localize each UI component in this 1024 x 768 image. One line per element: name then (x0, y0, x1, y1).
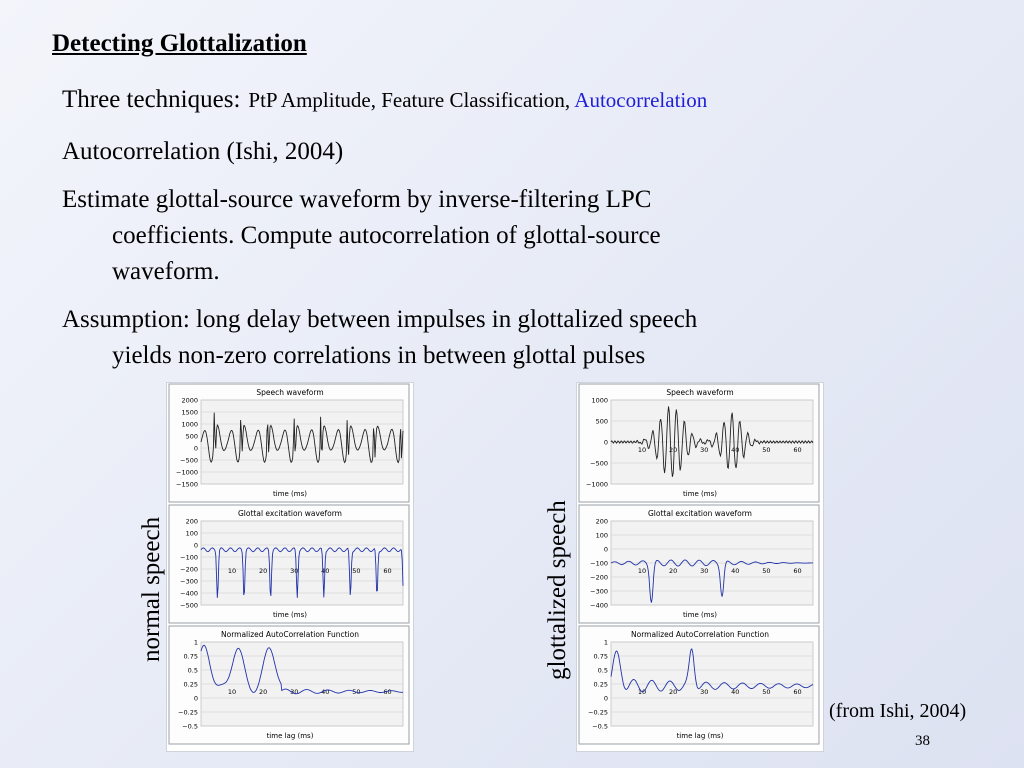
glottalized-xtick-label: 20 (669, 567, 678, 576)
glottalized-panel-2 (579, 505, 819, 623)
glottalized-xtick-label: 40 (731, 446, 740, 455)
normal-ytick-label: 0.5 (187, 666, 198, 675)
glottalized-xtick-label: 20 (669, 688, 678, 697)
glottalized-panel-title: Glottal excitation waveform (648, 509, 752, 518)
estimate-paragraph (62, 182, 942, 290)
glottalized-xtick-label: 60 (793, 446, 802, 455)
glottalized-xtick-label: 30 (700, 688, 709, 697)
glottalized-ytick-label: 0.25 (593, 680, 608, 689)
glottalized-ytick-label: −0.25 (588, 708, 608, 717)
normal-ytick-label: 500 (185, 432, 198, 441)
glottalized-ytick-label: 0.75 (593, 652, 608, 661)
glottalized-xaxis-label: time (ms) (683, 611, 717, 619)
normal-ytick-label: 0 (193, 541, 198, 550)
normal-panel-1 (169, 384, 409, 502)
normal-speech-plots (167, 383, 413, 751)
glottalized-ytick-label: −100 (590, 559, 608, 568)
glottalized-xtick-label: 50 (762, 446, 771, 455)
slide-title: Detecting Glottalization (52, 30, 307, 57)
estimate-line-1: Estimate glottal-source waveform by inverse-filtering LPC (62, 186, 652, 213)
normal-panel-3 (169, 626, 409, 744)
normal-xtick-label: 50 (352, 688, 361, 697)
glottalized-panel-title: Normalized AutoCorrelation Function (631, 630, 769, 639)
glottalized-xtick-label: 10 (637, 567, 647, 576)
normal-ytick-label: −200 (180, 565, 198, 574)
normal-xtick-label: 40 (321, 567, 330, 576)
normal-xtick-label: 30 (290, 688, 299, 697)
normal-ytick-label: 0.75 (183, 652, 198, 661)
glottalized-ytick-label: 0 (603, 545, 608, 554)
glottalized-xtick-label: 10 (637, 688, 647, 697)
glottalized-ytick-label: −400 (590, 601, 608, 610)
glottalized-ytick-label: 0 (603, 438, 608, 447)
glottalized-xaxis-label: time lag (ms) (676, 732, 724, 740)
normal-ytick-label: −0.5 (182, 722, 198, 731)
normal-ytick-label: −100 (180, 553, 198, 562)
normal-ytick-label: 1500 (181, 408, 198, 417)
glottalized-ytick-label: 1 (603, 638, 608, 647)
normal-ytick-label: −400 (180, 589, 198, 598)
glottalized-speech-label: glottalized speech (544, 500, 571, 680)
normal-speech-figure (166, 382, 414, 752)
normal-ytick-label: −300 (180, 577, 198, 586)
estimate-line-3: waveform. (112, 258, 220, 285)
glottalized-panel-1 (579, 384, 819, 502)
normal-speech-label: normal speech (138, 516, 165, 662)
normal-xtick-label: 20 (259, 567, 268, 576)
normal-ytick-label: −1500 (176, 480, 198, 489)
normal-xtick-label: 10 (227, 567, 237, 576)
page-number: 38 (915, 733, 930, 749)
figure-caption: (from Ishi, 2004) (829, 700, 967, 722)
glottalized-ytick-label: 0.5 (597, 666, 608, 675)
glottalized-xtick-label: 50 (762, 567, 771, 576)
normal-xaxis-label: time (ms) (273, 611, 307, 619)
techniques-list (248, 88, 707, 112)
normal-xtick-label: 20 (259, 688, 268, 697)
glottalized-xaxis-label: time (ms) (683, 490, 717, 498)
estimate-line-2: coefficients. Compute autocorrelation of glottal-source (112, 222, 661, 249)
glottalized-xtick-label: 60 (793, 567, 802, 576)
autocorrelation-reference: Autocorrelation (Ishi, 2004) (62, 138, 344, 165)
glottalized-ytick-label: 1000 (591, 396, 608, 405)
glottalized-ytick-label: −500 (590, 459, 608, 468)
normal-panel-title: Speech waveform (256, 388, 324, 397)
assumption-line-1: Assumption: long delay between impulses in glottalized speech (62, 306, 698, 333)
techniques-line (62, 86, 707, 114)
glottalized-xtick-label: 60 (793, 688, 802, 697)
normal-ytick-label: 2000 (181, 396, 198, 405)
glottalized-speech-plots (577, 383, 823, 751)
normal-ytick-label: −0.25 (178, 708, 198, 717)
normal-ytick-label: −1000 (176, 468, 198, 477)
glottalized-panel-3 (579, 626, 819, 744)
normal-ytick-label: 0.25 (183, 680, 198, 689)
normal-ytick-label: 0 (193, 694, 198, 703)
normal-panel-title: Glottal excitation waveform (238, 509, 342, 518)
assumption-line-2: yields non-zero correlations in between glottal pulses (112, 342, 646, 369)
normal-ytick-label: −500 (180, 601, 198, 610)
glottalized-xtick-label: 50 (762, 688, 771, 697)
glottalized-panel-title: Speech waveform (666, 388, 734, 397)
glottalized-ytick-label: 100 (595, 531, 608, 540)
glottalized-xtick-label: 30 (700, 446, 709, 455)
normal-xtick-label: 40 (321, 688, 330, 697)
normal-xtick-label: 60 (383, 688, 392, 697)
normal-ytick-label: −500 (180, 456, 198, 465)
glottalized-xtick-label: 10 (637, 446, 647, 455)
normal-ytick-label: 0 (193, 444, 198, 453)
techniques-highlight: Autocorrelation (574, 88, 708, 112)
techniques-list-plain: PtP Amplitude, Feature Classification, (248, 88, 571, 112)
techniques-label: Three techniques: (62, 86, 241, 113)
glottalized-ytick-label: −300 (590, 587, 608, 596)
normal-ytick-label: 200 (185, 517, 198, 526)
glottalized-ytick-label: 0 (603, 694, 608, 703)
glottalized-xtick-label: 40 (731, 567, 740, 576)
assumption-paragraph (62, 302, 942, 374)
normal-xaxis-label: time (ms) (273, 490, 307, 498)
glottalized-ytick-label: 500 (595, 417, 608, 426)
normal-xtick-label: 30 (290, 567, 299, 576)
glottalized-xtick-label: 30 (700, 567, 709, 576)
normal-panel-title: Normalized AutoCorrelation Function (221, 630, 359, 639)
normal-xaxis-label: time lag (ms) (266, 732, 314, 740)
normal-xtick-label: 60 (383, 567, 392, 576)
glottalized-ytick-label: −200 (590, 573, 608, 582)
glottalized-ytick-label: −0.5 (592, 722, 608, 731)
glottalized-ytick-label: 200 (595, 517, 608, 526)
normal-ytick-label: 100 (185, 529, 198, 538)
glottalized-xtick-label: 20 (669, 446, 678, 455)
normal-panel-2 (169, 505, 409, 623)
normal-xtick-label: 10 (227, 688, 237, 697)
normal-plot-area (201, 521, 403, 605)
normal-xtick-label: 50 (352, 567, 361, 576)
glottalized-speech-figure (576, 382, 824, 752)
glottalized-xtick-label: 40 (731, 688, 740, 697)
normal-ytick-label: 1000 (181, 420, 198, 429)
glottalized-ytick-label: −1000 (586, 480, 608, 489)
normal-ytick-label: 1 (193, 638, 198, 647)
